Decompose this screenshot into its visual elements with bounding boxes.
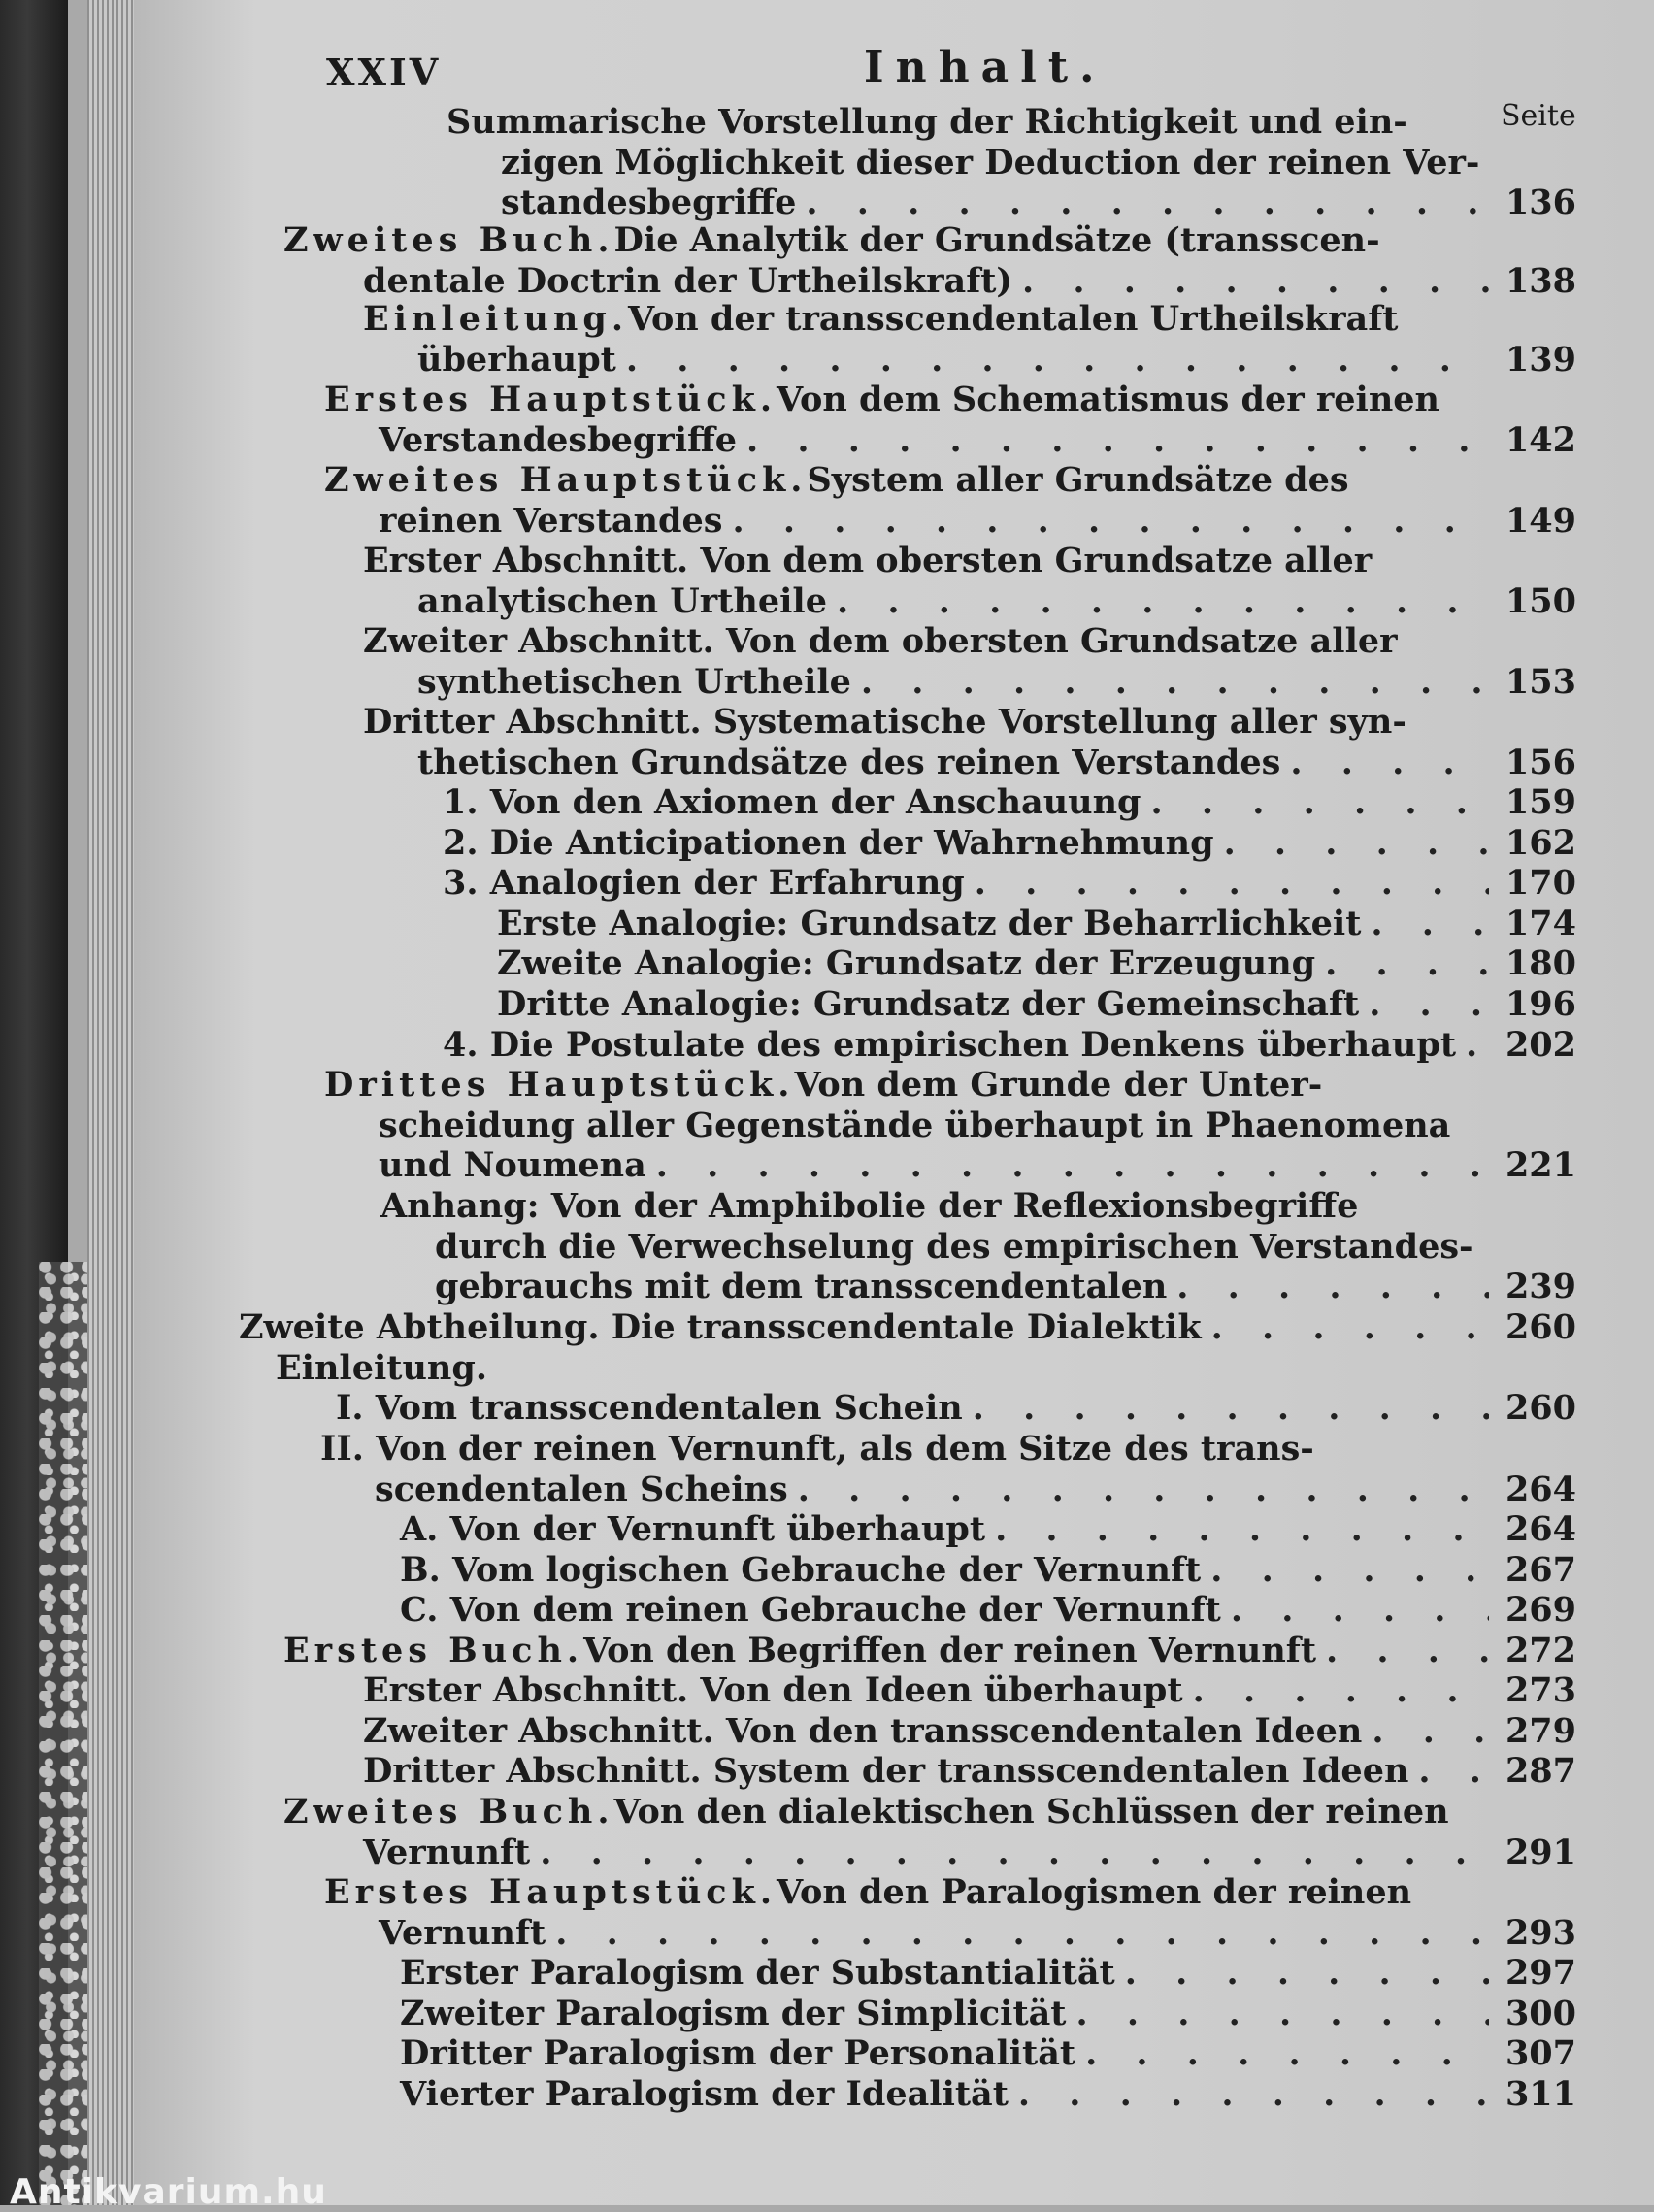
toc-line <box>380 1187 1576 1228</box>
toc-page-number: 142 <box>1505 419 1576 460</box>
toc-line <box>363 663 1576 704</box>
toc-entry <box>400 1954 1576 1995</box>
toc-page-number: 264 <box>1505 1469 1576 1509</box>
toc-text: Von dem Schematismus der reinen <box>777 380 1440 419</box>
toc-entry <box>320 1430 1576 1510</box>
toc-text: Zweiter Paralogism der Simplicität <box>400 1994 1067 2033</box>
dot-leader <box>746 421 1489 460</box>
toc-text: Erster Abschnitt. Von dem obersten Grundsatze aller <box>363 541 1373 580</box>
dot-leader <box>1176 1268 1489 1306</box>
dot-leader <box>973 1389 1489 1428</box>
toc-page-number: 139 <box>1505 339 1576 380</box>
toc-entry <box>363 300 1576 380</box>
dot-leader <box>1231 1591 1489 1630</box>
toc-text: 3. Analogien der Erfahrung <box>443 863 965 903</box>
toc-line <box>400 2075 1576 2116</box>
dot-leader <box>1371 905 1489 943</box>
toc-entry <box>363 1752 1576 1793</box>
toc-text: Von den dialektischen Schlüssen der reinen <box>613 1792 1449 1832</box>
toc-line <box>363 622 1576 663</box>
toc-line <box>363 743 1576 784</box>
toc-page-number: 279 <box>1505 1711 1576 1751</box>
toc-page-number: 297 <box>1505 1953 1576 1993</box>
toc-text: Zweiter Abschnitt. Von den transscendentalen Ideen <box>363 1711 1363 1751</box>
toc-line <box>363 341 1576 381</box>
toc-text: Erster Paralogism der Substantialität <box>400 1953 1115 1993</box>
toc-page-number: 273 <box>1505 1670 1576 1710</box>
dot-leader <box>1193 1671 1489 1710</box>
toc-text: 1. Von den Axiomen der Anschauung <box>443 782 1141 822</box>
dot-leader <box>555 1914 1489 1953</box>
toc-lead: Einleitung. <box>363 299 628 339</box>
toc-page-number: 174 <box>1505 904 1576 943</box>
toc-lead: Zweites Hauptstück. <box>324 460 808 500</box>
toc-line <box>400 2034 1576 2075</box>
toc-text: II. Von der reinen Vernunft, als dem Sitze des trans- <box>320 1429 1314 1469</box>
toc-text: Erste Analogie: Grundsatz der Beharrlichkeit <box>497 904 1362 943</box>
toc-entry <box>324 1066 1576 1187</box>
toc-entry <box>443 824 1576 865</box>
toc-line <box>283 1632 1576 1672</box>
toc-page-number: 291 <box>1505 1832 1576 1872</box>
toc-entry <box>400 1995 1576 2035</box>
toc-page-number: 287 <box>1505 1751 1576 1791</box>
dot-leader <box>1018 2075 1489 2114</box>
toc-text: analytischen Urtheile <box>417 580 827 621</box>
toc-text: Erster Abschnitt. Von den Ideen überhaupt <box>363 1670 1183 1710</box>
toc-line <box>363 1712 1576 1753</box>
toc-text: Dritter Abschnitt. System der transscendentalen Ideen <box>363 1751 1409 1791</box>
page-edges <box>87 0 134 2205</box>
toc-text: Von dem Grunde der Unter- <box>794 1065 1323 1105</box>
toc-page-number: 311 <box>1505 2074 1576 2114</box>
toc-entry <box>363 542 1576 622</box>
toc-entry <box>324 1873 1576 1954</box>
dot-leader <box>1466 1026 1489 1065</box>
toc-page-number: 149 <box>1505 500 1576 541</box>
toc-text: B. Vom logischen Gebrauche der Vernunft <box>400 1550 1202 1590</box>
toc-entry <box>380 1187 1576 1308</box>
toc-line <box>324 502 1576 543</box>
toc-line <box>400 1591 1576 1632</box>
toc-line <box>400 1954 1576 1995</box>
seite-label: Seite <box>1501 99 1576 133</box>
toc-line <box>400 1995 1576 2035</box>
toc-line <box>443 783 1576 824</box>
toc-line <box>497 944 1576 985</box>
toc-entry <box>443 864 1576 905</box>
toc-line <box>380 1228 1576 1269</box>
dot-leader <box>1372 1712 1489 1751</box>
toc-entry <box>497 985 1576 1026</box>
toc-text: Die Analytik der Grundsätze (transscen- <box>613 220 1380 260</box>
toc-line <box>400 1551 1576 1592</box>
toc-text: gebrauchs mit dem transscendentalen <box>435 1267 1168 1307</box>
toc-page-number: 267 <box>1505 1550 1576 1590</box>
toc-entry <box>497 944 1576 985</box>
toc-page-number: 156 <box>1505 742 1576 782</box>
toc-text: überhaupt <box>417 339 616 380</box>
toc-text: standesbegriffe <box>501 182 797 223</box>
dot-leader <box>1369 985 1489 1024</box>
toc-page-number: 162 <box>1505 823 1576 863</box>
toc-text: zigen Möglichkeit dieser Deduction der reinen Ver- <box>501 142 1480 182</box>
toc-line <box>324 461 1576 502</box>
toc-page-number: 150 <box>1505 580 1576 621</box>
toc-entry <box>443 1026 1576 1067</box>
dot-leader <box>806 183 1489 222</box>
toc-page-number: 159 <box>1505 782 1576 822</box>
toc-line <box>324 1106 1576 1147</box>
dot-leader <box>1290 743 1489 782</box>
toc-entry <box>283 221 1576 302</box>
toc-text: Von der transscendentalen Urtheilskraft <box>628 299 1399 339</box>
toc-line <box>380 1268 1576 1308</box>
toc-entry <box>363 1671 1576 1712</box>
toc-text: durch die Verwechselung des empirischen Verstandes- <box>435 1226 1473 1267</box>
toc-text: Verstandesbegriffe <box>379 419 738 460</box>
toc-lead: Zweites Buch. <box>283 1792 614 1832</box>
dot-leader <box>656 1146 1489 1185</box>
toc-text: reinen Verstandes <box>379 500 723 541</box>
page-number: XXIV <box>326 50 442 94</box>
toc-line <box>283 262 1576 303</box>
toc-line <box>324 1146 1576 1187</box>
toc-entry <box>443 783 1576 824</box>
toc-page-number: 136 <box>1505 182 1576 223</box>
toc-line <box>447 103 1576 144</box>
toc-line <box>400 1510 1576 1551</box>
toc-text: Zweite Analogie: Grundsatz der Erzeugung <box>497 943 1316 983</box>
dot-leader <box>1075 1995 1489 2033</box>
watermark: Antikvarium.hu <box>10 2172 327 2212</box>
toc-page-number: 202 <box>1505 1025 1576 1065</box>
toc-line <box>283 221 1576 262</box>
dot-leader <box>1085 2034 1489 2073</box>
toc-page-number: 272 <box>1505 1631 1576 1670</box>
toc-text: 4. Die Postulate des empirischen Denkens überhaupt <box>443 1025 1457 1065</box>
dot-leader <box>975 864 1489 903</box>
dot-leader <box>1125 1954 1489 1993</box>
toc-text: scendentalen Scheins <box>375 1469 788 1509</box>
toc-lead: Erstes Hauptstück. <box>324 1872 777 1912</box>
dot-leader <box>626 341 1489 380</box>
toc-page-number: 307 <box>1505 2033 1576 2073</box>
dot-leader <box>837 582 1489 621</box>
toc-line <box>320 1430 1576 1470</box>
toc-text: Anhang: Von der Amphibolie der Reflexionsbegriffe <box>380 1186 1359 1226</box>
toc-line <box>283 1833 1576 1874</box>
toc-entry <box>363 703 1576 783</box>
toc-line <box>443 864 1576 905</box>
toc-page-number: 196 <box>1505 984 1576 1024</box>
toc-page-number: 221 <box>1505 1145 1576 1186</box>
toc-line <box>363 542 1576 582</box>
toc-line <box>497 985 1576 1026</box>
toc-text: synthetischen Urtheile <box>417 661 851 702</box>
toc-page-number: 293 <box>1505 1912 1576 1953</box>
toc-page-number: 260 <box>1505 1307 1576 1347</box>
dot-leader <box>1211 1308 1489 1347</box>
toc-line <box>320 1470 1576 1511</box>
toc-line <box>363 582 1576 623</box>
toc-text: 2. Die Anticipationen der Wahrnehmung <box>443 823 1214 863</box>
dot-leader <box>1418 1752 1489 1791</box>
toc-page-number: 239 <box>1505 1267 1576 1307</box>
toc-text: A. Von der Vernunft überhaupt <box>400 1509 986 1549</box>
toc-text: Vierter Paralogism der Idealität <box>400 2074 1009 2114</box>
toc-text: Einleitung. <box>276 1348 487 1388</box>
toc-line <box>324 1066 1576 1106</box>
toc-page-number: 180 <box>1505 943 1576 983</box>
toc-line <box>336 1389 1576 1430</box>
dot-leader <box>1224 824 1489 863</box>
toc-text: Vernunft <box>379 1912 546 1953</box>
dot-leader <box>1151 783 1489 822</box>
toc-page-number: 269 <box>1505 1590 1576 1630</box>
toc-entry <box>324 461 1576 542</box>
toc-text: Zweite Abtheilung. Die transscendentale Dialektik <box>239 1307 1202 1347</box>
dot-leader <box>861 663 1489 702</box>
toc-text: I. Vom transscendentalen Schein <box>336 1388 963 1428</box>
toc-line <box>443 824 1576 865</box>
dot-leader <box>995 1510 1489 1549</box>
dot-leader <box>732 502 1489 541</box>
toc-entry <box>363 1712 1576 1753</box>
toc-entry <box>239 1308 1576 1349</box>
toc-line <box>447 144 1576 184</box>
toc-text: dentale Doctrin der Urtheilskraft) <box>363 260 1012 301</box>
marbled-edge <box>39 1262 87 2205</box>
toc-line <box>497 905 1576 945</box>
toc-line <box>239 1308 1576 1349</box>
toc-entry <box>497 905 1576 945</box>
toc-text: Vernunft <box>363 1832 531 1872</box>
toc-entry <box>400 1551 1576 1592</box>
toc-line <box>363 1752 1576 1793</box>
toc-entry <box>363 622 1576 703</box>
dot-leader <box>540 1833 1489 1872</box>
page-title: Inhalt. <box>864 43 1107 92</box>
dot-leader <box>798 1470 1489 1509</box>
toc-text: C. Von dem reinen Gebrauche der Vernunft <box>400 1590 1221 1630</box>
toc-text: Dritter Paralogism der Personalität <box>400 2033 1076 2073</box>
toc-page-number: 300 <box>1505 1994 1576 2033</box>
toc-entry <box>283 1632 1576 1672</box>
toc-entry <box>336 1389 1576 1430</box>
toc-lead: Drittes Hauptstück. <box>324 1065 795 1105</box>
toc-text: scheidung aller Gegenstände überhaupt in Phaenomena <box>379 1105 1451 1145</box>
toc-entry <box>276 1349 1576 1390</box>
toc-lead: Erstes Hauptstück. <box>324 380 777 419</box>
dot-leader <box>1326 1632 1489 1670</box>
toc-line <box>324 1873 1576 1914</box>
toc-line <box>324 1914 1576 1955</box>
dot-leader <box>1210 1551 1489 1590</box>
toc-entry <box>447 103 1576 224</box>
toc-text: Zweiter Abschnitt. Von dem obersten Grundsatze aller <box>363 621 1398 661</box>
toc-entry <box>400 1591 1576 1632</box>
toc-text: Von den Paralogismen der reinen <box>777 1872 1412 1912</box>
toc-line <box>324 380 1576 421</box>
toc-line <box>283 1793 1576 1833</box>
toc-text: und Noumena <box>379 1145 646 1186</box>
toc-line <box>363 300 1576 341</box>
dot-leader <box>1325 944 1489 983</box>
toc-page-number: 153 <box>1505 661 1576 702</box>
toc-text: Summarische Vorstellung der Richtigkeit und ein- <box>447 102 1407 142</box>
toc-lead: Erstes Buch. <box>283 1631 584 1670</box>
toc-entry <box>324 380 1576 461</box>
toc-entry <box>400 1510 1576 1551</box>
toc-text: Dritter Abschnitt. Systematische Vorstellung aller syn- <box>363 702 1406 742</box>
toc-text: thetischen Grundsätze des reinen Verstandes <box>417 742 1281 782</box>
toc-line <box>447 183 1576 224</box>
toc-line <box>276 1349 1576 1390</box>
toc-entry <box>400 2075 1576 2116</box>
toc-line <box>363 703 1576 743</box>
toc-line <box>324 421 1576 462</box>
toc-entry <box>283 1793 1576 1873</box>
toc-lead: Zweites Buch. <box>283 220 614 260</box>
toc-entry <box>400 2034 1576 2075</box>
toc-page-number: 264 <box>1505 1509 1576 1549</box>
toc-text: Von den Begriffen der reinen Vernunft <box>583 1631 1317 1670</box>
toc-page-number: 138 <box>1505 260 1576 301</box>
toc-text: Dritte Analogie: Grundsatz der Gemeinschaft <box>497 984 1360 1024</box>
dot-leader <box>1022 262 1489 301</box>
toc-page-number: 170 <box>1505 863 1576 903</box>
toc-page-number: 260 <box>1505 1388 1576 1428</box>
toc-line <box>443 1026 1576 1067</box>
toc-line <box>363 1671 1576 1712</box>
toc-text: System aller Grundsätze des <box>807 460 1349 500</box>
